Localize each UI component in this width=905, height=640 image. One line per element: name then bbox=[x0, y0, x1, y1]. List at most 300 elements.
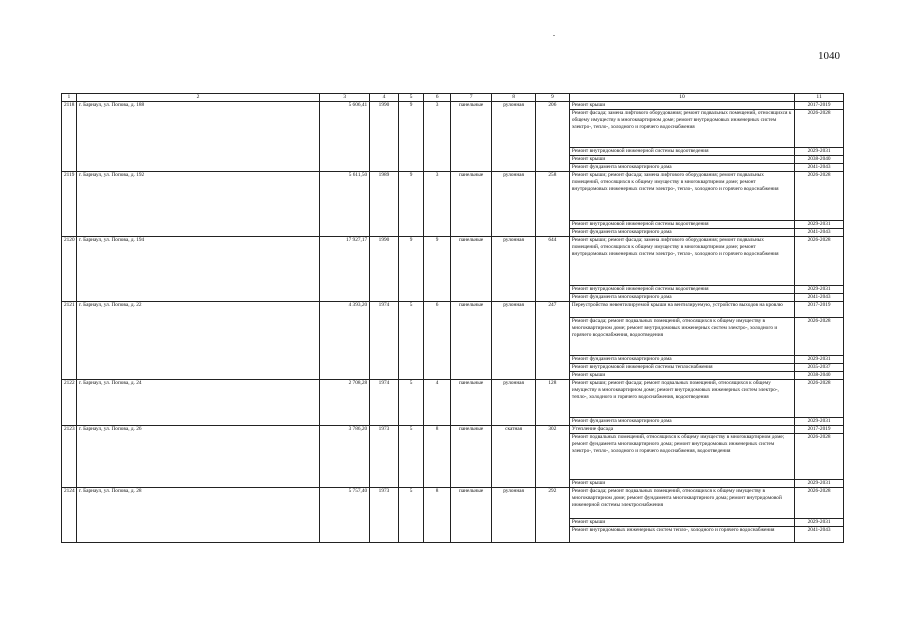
building-address bbox=[76, 372, 319, 380]
residents-count bbox=[535, 356, 569, 364]
residents-count bbox=[535, 364, 569, 372]
residents-count bbox=[535, 229, 569, 237]
work-description: Ремонт фасада; ремонт подвальных помещений, относящихся к общему имуществу в многоквартирном доме; ремонт фундамента многоквартирного дома; ремонт внутридомовой инженерной системы электроснабжения bbox=[569, 488, 794, 519]
building-floors: 9 bbox=[398, 102, 424, 110]
roof-type bbox=[492, 221, 536, 229]
roof-type: скатная bbox=[492, 426, 536, 434]
residents-count bbox=[535, 527, 569, 543]
building-number: 2121 bbox=[62, 302, 77, 318]
building-floors bbox=[398, 294, 424, 302]
building-year bbox=[370, 372, 399, 380]
roof-type bbox=[492, 356, 536, 364]
building-year bbox=[370, 229, 399, 237]
table-row bbox=[62, 102, 844, 110]
building-area bbox=[320, 519, 370, 527]
building-entrances bbox=[424, 229, 451, 237]
building-area bbox=[320, 229, 370, 237]
work-description: Ремонт крыши bbox=[569, 519, 794, 527]
header-cell: 4 bbox=[370, 94, 399, 102]
building-number bbox=[62, 110, 77, 148]
building-area bbox=[320, 434, 370, 480]
work-period: 2029-2031 bbox=[795, 286, 844, 294]
building-year bbox=[370, 519, 399, 527]
roof-type bbox=[492, 110, 536, 148]
building-address bbox=[76, 221, 319, 229]
building-area: 5 757,40 bbox=[320, 488, 370, 519]
wall-material bbox=[450, 229, 491, 237]
building-address bbox=[76, 229, 319, 237]
building-address bbox=[76, 110, 319, 148]
residents-count: 206 bbox=[535, 102, 569, 110]
building-address bbox=[76, 527, 319, 543]
building-area bbox=[320, 294, 370, 302]
residents-count bbox=[535, 372, 569, 380]
building-area: 4 393,20 bbox=[320, 302, 370, 318]
work-period: 2029-2031 bbox=[795, 418, 844, 426]
table-row bbox=[62, 356, 844, 364]
roof-type bbox=[492, 318, 536, 356]
building-floors bbox=[398, 519, 424, 527]
building-number: 2120 bbox=[62, 237, 77, 286]
building-address: г. Барнаул, ул. Попова, д. 24 bbox=[76, 380, 319, 418]
table-row bbox=[62, 221, 844, 229]
work-description: Ремонт фундамента многоквартирного дома bbox=[569, 294, 794, 302]
table-row bbox=[62, 488, 844, 519]
residents-count: 292 bbox=[535, 488, 569, 519]
wall-material bbox=[450, 318, 491, 356]
building-number bbox=[62, 418, 77, 426]
building-address bbox=[76, 480, 319, 488]
roof-type bbox=[492, 434, 536, 480]
roof-type bbox=[492, 294, 536, 302]
work-description: Ремонт крыши bbox=[569, 102, 794, 110]
residents-count bbox=[535, 519, 569, 527]
roof-type bbox=[492, 164, 536, 172]
residents-count: 247 bbox=[535, 302, 569, 318]
work-period: 2041-2043 bbox=[795, 294, 844, 302]
building-entrances: 9 bbox=[424, 237, 451, 286]
building-floors bbox=[398, 229, 424, 237]
building-entrances: 8 bbox=[424, 488, 451, 519]
building-year bbox=[370, 156, 399, 164]
building-number bbox=[62, 527, 77, 543]
roof-type: рулонная bbox=[492, 237, 536, 286]
building-year: 1974 bbox=[370, 380, 399, 418]
table-row bbox=[62, 172, 844, 221]
building-area bbox=[320, 110, 370, 148]
work-description: Ремонт крыши; ремонт фасада; замена лифтового оборудования; ремонт подвальных помещений, относящихся к общему имуществу в многоквартирном доме; ремонт внутридомовых инженерных систем электро-, тепло-, холодного и горячего водоснабжения bbox=[569, 237, 794, 286]
building-address: г. Барнаул, ул. Попова, д. 28 bbox=[76, 488, 319, 519]
residents-count bbox=[535, 110, 569, 148]
roof-type bbox=[492, 527, 536, 543]
wall-material: панельные bbox=[450, 237, 491, 286]
building-number bbox=[62, 229, 77, 237]
building-year bbox=[370, 480, 399, 488]
work-description: Ремонт крыши bbox=[569, 156, 794, 164]
building-number bbox=[62, 221, 77, 229]
building-address: г. Барнаул, ул. Попова, д. 26 bbox=[76, 426, 319, 434]
work-period: 2029-2031 bbox=[795, 519, 844, 527]
roof-type: рулонная bbox=[492, 380, 536, 418]
building-year bbox=[370, 527, 399, 543]
work-period: 2041-2043 bbox=[795, 527, 844, 543]
building-entrances: 8 bbox=[424, 426, 451, 434]
building-entrances bbox=[424, 480, 451, 488]
building-year: 1973 bbox=[370, 488, 399, 519]
residents-count: 302 bbox=[535, 426, 569, 434]
work-description: Ремонт фундамента многоквартирного дома bbox=[569, 356, 794, 364]
header-cell: 6 bbox=[424, 94, 451, 102]
building-floors bbox=[398, 418, 424, 426]
building-floors bbox=[398, 318, 424, 356]
wall-material bbox=[450, 434, 491, 480]
building-address: г. Барнаул, ул. Попова, д. 194 bbox=[76, 237, 319, 286]
building-area: 17 927,17 bbox=[320, 237, 370, 286]
building-floors: 5 bbox=[398, 380, 424, 418]
building-entrances bbox=[424, 364, 451, 372]
building-number bbox=[62, 519, 77, 527]
roof-type bbox=[492, 364, 536, 372]
building-entrances bbox=[424, 527, 451, 543]
work-description: Ремонт крыши; ремонт фасада; ремонт подвальных помещений, относящихся к общему имуществу в многоквартирном доме; ремонт внутридомовых инженерных систем электро-, тепло-, холодного и горячего водоснабжения, водоотведения bbox=[569, 380, 794, 418]
building-entrances bbox=[424, 418, 451, 426]
residents-count bbox=[535, 418, 569, 426]
table-row bbox=[62, 434, 844, 480]
building-address: г. Барнаул, ул. Попова, д. 22 bbox=[76, 302, 319, 318]
table-row bbox=[62, 418, 844, 426]
building-entrances bbox=[424, 286, 451, 294]
table-row bbox=[62, 527, 844, 543]
header-cell: 9 bbox=[535, 94, 569, 102]
building-number: 2118 bbox=[62, 102, 77, 110]
building-address bbox=[76, 148, 319, 156]
residents-count bbox=[535, 318, 569, 356]
work-description: Ремонт внутридомовой инженерной системы водоотведения bbox=[569, 286, 794, 294]
table-row bbox=[62, 294, 844, 302]
table-row bbox=[62, 229, 844, 237]
building-number bbox=[62, 364, 77, 372]
work-description: Ремонт фундамента многоквартирного дома bbox=[569, 418, 794, 426]
work-description: Ремонт фасада; замена лифтового оборудования; ремонт подвальных помещений, относящихся к общему имуществу в многоквартирном доме; ремонт внутридомовых инженерных систем электро-, тепло-, холодного и горячего водоснабжения bbox=[569, 110, 794, 148]
building-year bbox=[370, 418, 399, 426]
residents-count bbox=[535, 286, 569, 294]
building-year: 1990 bbox=[370, 102, 399, 110]
building-address bbox=[76, 318, 319, 356]
roof-type: рулонная bbox=[492, 302, 536, 318]
building-area bbox=[320, 372, 370, 380]
work-description: Переустройство невентилируемой крыши на вентилируемую, устройство выходов на кровлю bbox=[569, 302, 794, 318]
wall-material bbox=[450, 221, 491, 229]
work-period: 2017-2019 bbox=[795, 102, 844, 110]
building-entrances bbox=[424, 318, 451, 356]
wall-material bbox=[450, 364, 491, 372]
building-year bbox=[370, 221, 399, 229]
building-area bbox=[320, 286, 370, 294]
wall-material bbox=[450, 480, 491, 488]
building-floors: 9 bbox=[398, 172, 424, 221]
header-cell: 5 bbox=[398, 94, 424, 102]
building-floors bbox=[398, 221, 424, 229]
work-description: Ремонт крыши bbox=[569, 480, 794, 488]
wall-material bbox=[450, 519, 491, 527]
building-address bbox=[76, 286, 319, 294]
table-row bbox=[62, 286, 844, 294]
wall-material: панельные bbox=[450, 302, 491, 318]
building-year bbox=[370, 148, 399, 156]
building-entrances bbox=[424, 156, 451, 164]
building-number bbox=[62, 356, 77, 364]
wall-material bbox=[450, 110, 491, 148]
wall-material bbox=[450, 164, 491, 172]
building-number bbox=[62, 434, 77, 480]
building-year bbox=[370, 434, 399, 480]
work-period: 2017-2019 bbox=[795, 426, 844, 434]
building-number bbox=[62, 318, 77, 356]
residents-count bbox=[535, 156, 569, 164]
work-description: Ремонт крыши bbox=[569, 372, 794, 380]
building-year bbox=[370, 364, 399, 372]
roof-type: рулонная bbox=[492, 102, 536, 110]
building-address bbox=[76, 434, 319, 480]
roof-type bbox=[492, 286, 536, 294]
building-floors bbox=[398, 148, 424, 156]
residents-count bbox=[535, 480, 569, 488]
roof-type bbox=[492, 372, 536, 380]
table-row bbox=[62, 480, 844, 488]
header-cell: 11 bbox=[795, 94, 844, 102]
building-floors bbox=[398, 164, 424, 172]
building-year bbox=[370, 110, 399, 148]
table-row bbox=[62, 519, 844, 527]
wall-material bbox=[450, 148, 491, 156]
residents-count bbox=[535, 221, 569, 229]
roof-type: рулонная bbox=[492, 172, 536, 221]
work-description: Ремонт внутридомовой инженерной системы водоотведения bbox=[569, 221, 794, 229]
building-floors bbox=[398, 372, 424, 380]
building-year: 1989 bbox=[370, 172, 399, 221]
work-description: Ремонт внутридомовых инженерных систем тепло-, холодного и горячего водоснабжения bbox=[569, 527, 794, 543]
building-address bbox=[76, 356, 319, 364]
building-floors bbox=[398, 527, 424, 543]
work-description: Утепление фасада bbox=[569, 426, 794, 434]
roof-type bbox=[492, 519, 536, 527]
work-period: 2038-2040 bbox=[795, 372, 844, 380]
building-address bbox=[76, 156, 319, 164]
building-number: 2123 bbox=[62, 426, 77, 434]
building-entrances bbox=[424, 519, 451, 527]
building-area bbox=[320, 364, 370, 372]
table-row bbox=[62, 302, 844, 318]
building-address bbox=[76, 364, 319, 372]
building-area bbox=[320, 527, 370, 543]
header-cell: 2 bbox=[76, 94, 319, 102]
building-floors bbox=[398, 434, 424, 480]
work-period: 2026-2028 bbox=[795, 380, 844, 418]
building-entrances: 3 bbox=[424, 102, 451, 110]
table-header-row bbox=[62, 94, 844, 102]
building-year bbox=[370, 318, 399, 356]
building-address bbox=[76, 164, 319, 172]
wall-material bbox=[450, 294, 491, 302]
work-period: 2026-2028 bbox=[795, 318, 844, 356]
table-row bbox=[62, 364, 844, 372]
wall-material: панельные bbox=[450, 488, 491, 519]
building-year bbox=[370, 164, 399, 172]
wall-material: панельные bbox=[450, 102, 491, 110]
table-row bbox=[62, 164, 844, 172]
building-entrances bbox=[424, 294, 451, 302]
table-row bbox=[62, 156, 844, 164]
roof-type bbox=[492, 156, 536, 164]
work-description: Ремонт подвальных помещений, относящихся к общему имуществу в многоквартирном доме; ремонт фундамента многоквартирного дома; ремонт внутридомовых инженерных систем электро-, тепло-, холодного и горячего водоснабжения, водоотведения bbox=[569, 434, 794, 480]
table-row bbox=[62, 380, 844, 418]
building-entrances: 3 bbox=[424, 172, 451, 221]
header-cell: 7 bbox=[450, 94, 491, 102]
building-entrances bbox=[424, 221, 451, 229]
building-year bbox=[370, 286, 399, 294]
table-row bbox=[62, 318, 844, 356]
residents-count: 128 bbox=[535, 380, 569, 418]
building-year bbox=[370, 356, 399, 364]
residents-count: 258 bbox=[535, 172, 569, 221]
building-number: 2124 bbox=[62, 488, 77, 519]
building-floors: 5 bbox=[398, 302, 424, 318]
work-period: 2029-2031 bbox=[795, 356, 844, 364]
roof-type bbox=[492, 480, 536, 488]
residents-count: 644 bbox=[535, 237, 569, 286]
building-floors: 5 bbox=[398, 426, 424, 434]
roof-type bbox=[492, 418, 536, 426]
header-cell: 8 bbox=[492, 94, 536, 102]
building-number bbox=[62, 480, 77, 488]
building-floors: 9 bbox=[398, 237, 424, 286]
header-cell: 3 bbox=[320, 94, 370, 102]
work-period: 2017-2019 bbox=[795, 302, 844, 318]
residents-count bbox=[535, 434, 569, 480]
building-number bbox=[62, 148, 77, 156]
wall-material bbox=[450, 286, 491, 294]
wall-material: панельные bbox=[450, 426, 491, 434]
work-period: 2029-2031 bbox=[795, 480, 844, 488]
table-row bbox=[62, 237, 844, 286]
building-address bbox=[76, 418, 319, 426]
work-period: 2029-2031 bbox=[795, 148, 844, 156]
building-entrances bbox=[424, 434, 451, 480]
work-description: Ремонт внутридомовой инженерной системы теплоснабжения bbox=[569, 364, 794, 372]
wall-material bbox=[450, 527, 491, 543]
work-period: 2038-2040 bbox=[795, 156, 844, 164]
building-address bbox=[76, 294, 319, 302]
work-period: 2026-2028 bbox=[795, 434, 844, 480]
building-year: 1990 bbox=[370, 237, 399, 286]
building-number bbox=[62, 372, 77, 380]
work-description: Ремонт фундамента многоквартирного дома bbox=[569, 229, 794, 237]
roof-type bbox=[492, 148, 536, 156]
work-description: Ремонт крыши; ремонт фасада; замена лифтового оборудования; ремонт подвальных помещений, относящихся к общему имуществу в многоквартирном доме; ремонт внутридомовых инженерных систем электро-, тепло-, холодного и горячего водоснабжения bbox=[569, 172, 794, 221]
residents-count bbox=[535, 148, 569, 156]
work-description: Ремонт фасада; ремонт подвальных помещений, относящихся к общему имуществу в многоквартирном доме; ремонт внутридомовых инженерных систем электро-, холодного и горячего водоснабжения, водоотведения bbox=[569, 318, 794, 356]
work-period: 2035-2037 bbox=[795, 364, 844, 372]
roof-type: рулонная bbox=[492, 488, 536, 519]
work-period: 2026-2028 bbox=[795, 172, 844, 221]
roof-type bbox=[492, 229, 536, 237]
residents-count bbox=[535, 164, 569, 172]
building-number: 2119 bbox=[62, 172, 77, 221]
header-cell: 1 bbox=[62, 94, 77, 102]
building-area bbox=[320, 164, 370, 172]
building-floors bbox=[398, 110, 424, 148]
building-entrances bbox=[424, 110, 451, 148]
building-floors bbox=[398, 286, 424, 294]
building-year bbox=[370, 294, 399, 302]
building-number: 2122 bbox=[62, 380, 77, 418]
building-floors bbox=[398, 480, 424, 488]
table-body bbox=[62, 94, 844, 543]
work-description: Ремонт внутридомовой инженерной системы водоотведения bbox=[569, 148, 794, 156]
building-entrances: 4 bbox=[424, 380, 451, 418]
building-address bbox=[76, 519, 319, 527]
wall-material bbox=[450, 418, 491, 426]
building-year: 1974 bbox=[370, 302, 399, 318]
building-area bbox=[320, 148, 370, 156]
header-cell: 10 bbox=[569, 94, 794, 102]
table-row bbox=[62, 372, 844, 380]
building-area bbox=[320, 480, 370, 488]
work-period: 2041-2043 bbox=[795, 164, 844, 172]
building-number bbox=[62, 164, 77, 172]
building-number bbox=[62, 294, 77, 302]
building-area: 3 786,20 bbox=[320, 426, 370, 434]
wall-material: панельные bbox=[450, 172, 491, 221]
capital-repair-table bbox=[61, 93, 844, 543]
building-floors bbox=[398, 156, 424, 164]
residents-count bbox=[535, 294, 569, 302]
building-entrances bbox=[424, 372, 451, 380]
building-number bbox=[62, 286, 77, 294]
building-area bbox=[320, 418, 370, 426]
building-area bbox=[320, 156, 370, 164]
building-entrances bbox=[424, 356, 451, 364]
table-row bbox=[62, 110, 844, 148]
building-area bbox=[320, 318, 370, 356]
building-area: 5 606,41 bbox=[320, 102, 370, 110]
page-number: 1040 bbox=[818, 50, 840, 62]
wall-material: панельные bbox=[450, 380, 491, 418]
table-row bbox=[62, 148, 844, 156]
building-entrances: 6 bbox=[424, 302, 451, 318]
work-period: 2029-2031 bbox=[795, 221, 844, 229]
building-entrances bbox=[424, 164, 451, 172]
building-entrances bbox=[424, 148, 451, 156]
scan-speck bbox=[553, 35, 555, 36]
building-area: 2 708,28 bbox=[320, 380, 370, 418]
building-floors: 5 bbox=[398, 488, 424, 519]
building-area bbox=[320, 356, 370, 364]
wall-material bbox=[450, 372, 491, 380]
work-description: Ремонт фундамента многоквартирного дома bbox=[569, 164, 794, 172]
building-address: г. Барнаул, ул. Попова, д. 192 bbox=[76, 172, 319, 221]
work-period: 2026-2028 bbox=[795, 488, 844, 519]
building-number bbox=[62, 156, 77, 164]
table-row bbox=[62, 426, 844, 434]
wall-material bbox=[450, 356, 491, 364]
building-area: 5 611,50 bbox=[320, 172, 370, 221]
work-period: 2026-2028 bbox=[795, 110, 844, 148]
building-area bbox=[320, 221, 370, 229]
work-period: 2041-2043 bbox=[795, 229, 844, 237]
building-floors bbox=[398, 364, 424, 372]
building-floors bbox=[398, 356, 424, 364]
